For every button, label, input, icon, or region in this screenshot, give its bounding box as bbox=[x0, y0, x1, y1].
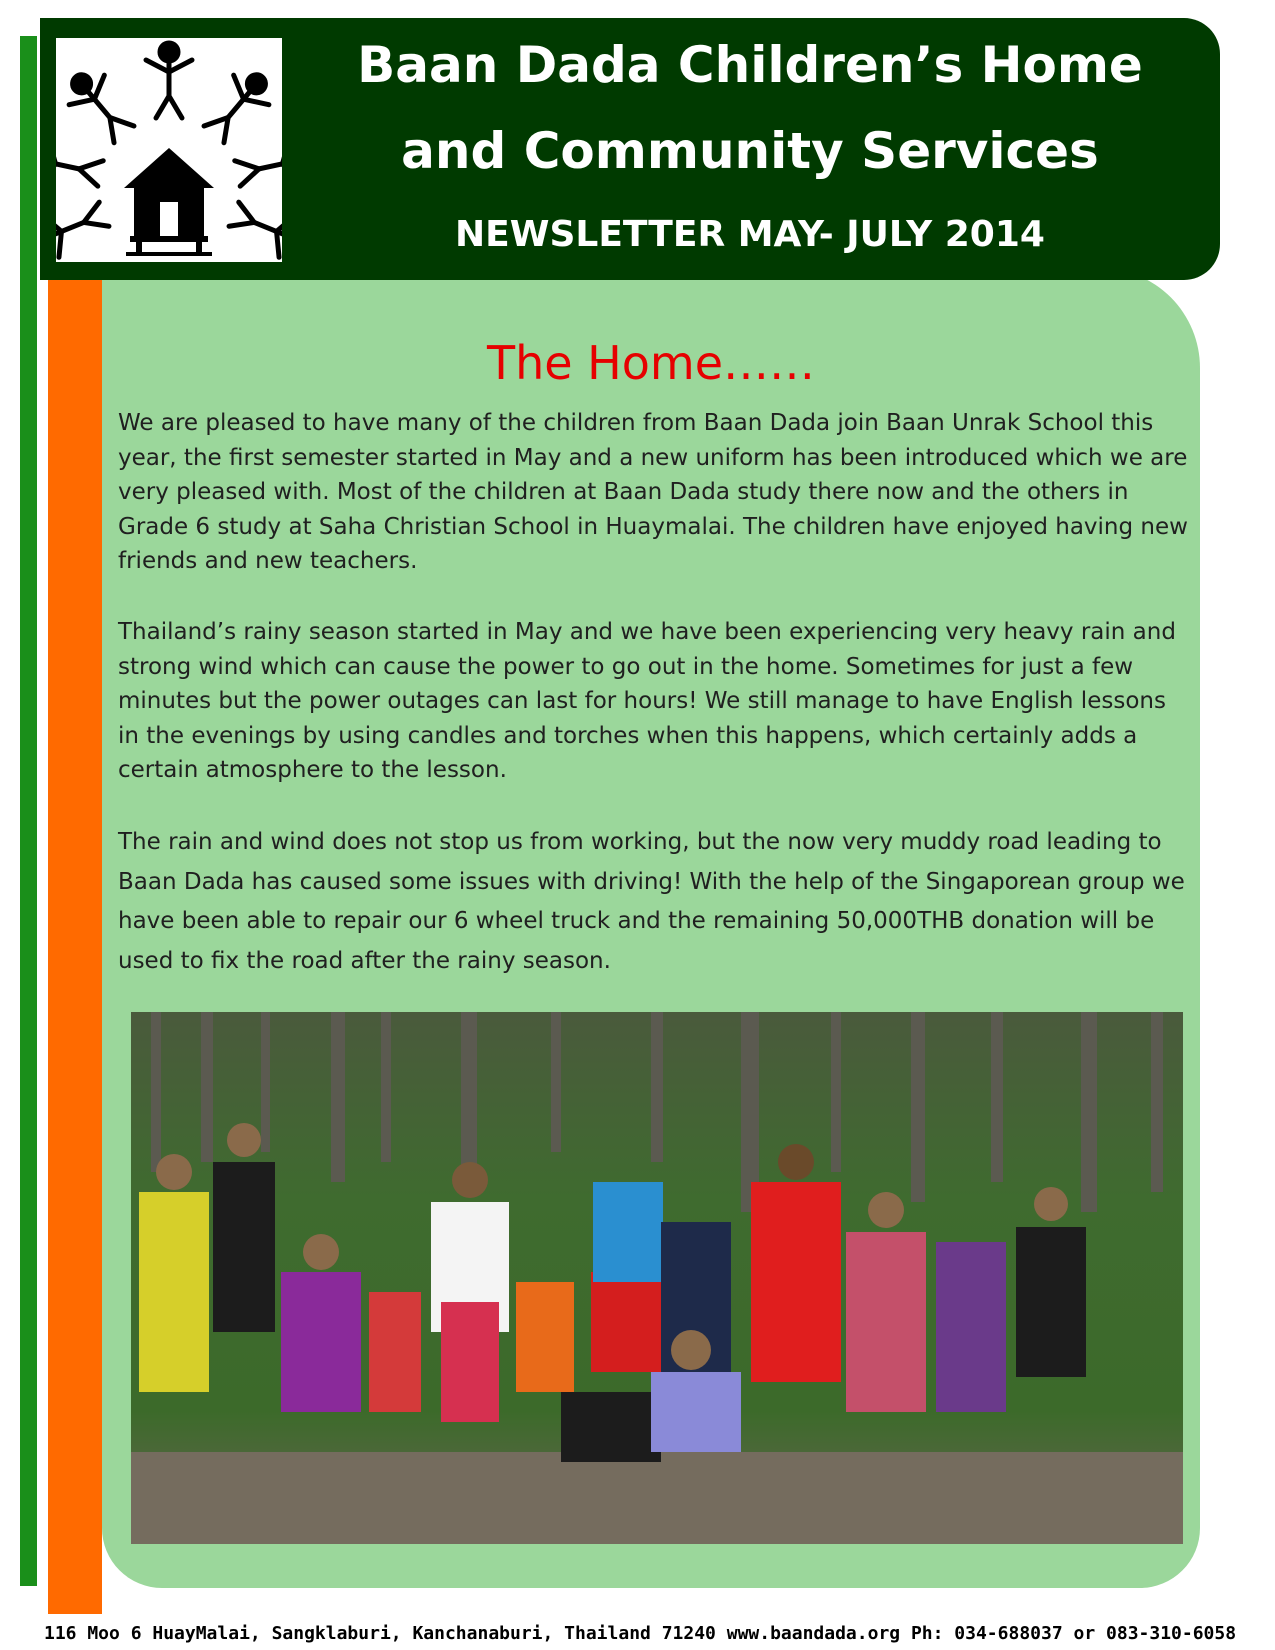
green-side-bar bbox=[20, 36, 37, 1586]
footer-address: 116 Moo 6 HuayMalai, Sangklaburi, Kanchanaburi, Thailand 71240 www.baandada.org Ph: 034-688037 or 083-310-6058 bbox=[44, 1623, 1237, 1644]
paragraph-school: We are pleased to have many of the children from Baan Dada join Baan Unrak School this year, the first semester started in May and a new uniform has been introduced which we are very pleased with. Most of the children at Baan Dada study there now and the others in Grade 6 study at Saha Christian School in Huaymalai. The children have enjoyed having new friends and new teachers. bbox=[118, 410, 1188, 574]
people-circle-house-logo-icon bbox=[56, 38, 282, 262]
paragraph-road-repair: The rain and wind does not stop us from working, but the now very muddy road leading to Baan Dada has caused some issues with driving! With the help of the Singaporean group we have been able to repair our 6 wheel truck and the remaining 50,000THB donation will be used to fix the road after the rainy season. bbox=[118, 829, 1185, 974]
newsletter-date: NEWSLETTER MAY- JULY 2014 bbox=[455, 214, 1045, 255]
orange-side-bar bbox=[48, 278, 102, 1614]
section-title: The Home…… bbox=[486, 336, 816, 390]
group-photo bbox=[131, 1012, 1183, 1544]
header-title-line2: and Community Services bbox=[401, 122, 1099, 180]
paragraph-rainy-season: Thailand’s rainy season started in May and we have been experiencing very heavy rain and strong wind which can cause the power to go out in the home. Sometimes for just a few minutes but the power outages can last for hours! We still manage to have English lessons in the evenings by using candles and torches when this happens, which certainly adds a certain atmosphere to the lesson. bbox=[118, 619, 1176, 783]
header-title-line1: Baan Dada Children’s Home bbox=[357, 36, 1143, 94]
